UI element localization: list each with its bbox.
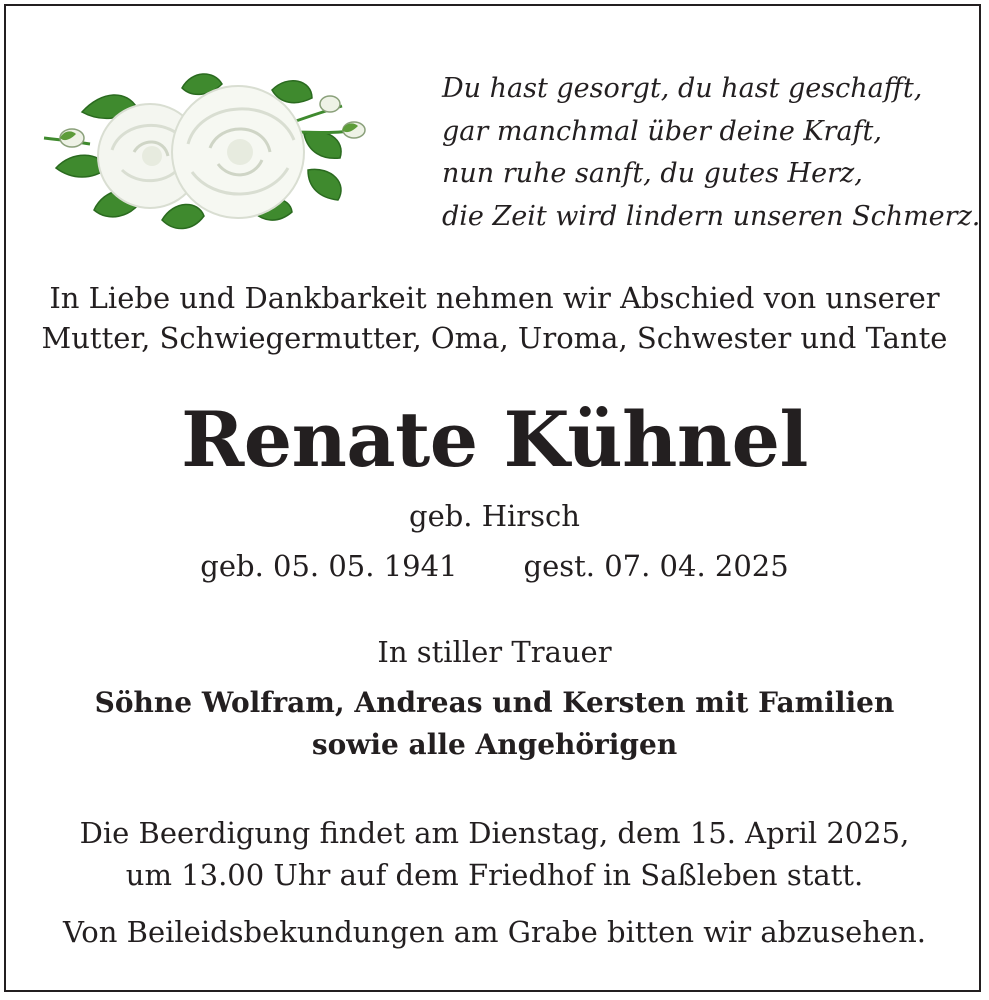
poem bbox=[442, 68, 981, 238]
obituary-frame bbox=[4, 4, 981, 992]
mourners-list bbox=[6, 682, 983, 766]
intro-line: In Liebe und Dankbarkeit nehmen wir Abschied von unserer bbox=[49, 281, 940, 315]
birth-date: geb. 05. 05. 1941 bbox=[200, 549, 458, 583]
mourners-line: sowie alle Angehörigen bbox=[311, 728, 678, 761]
funeral-line: um 13.00 Uhr auf dem Friedhof in Saßleben statt. bbox=[125, 858, 864, 892]
funeral-line: Die Beerdigung findet am Dienstag, dem 15. April 2025, bbox=[79, 816, 910, 850]
white-roses-icon bbox=[42, 60, 372, 240]
deceased-name: Renate Kühnel bbox=[181, 395, 808, 484]
poem-line: Du hast gesorgt, du hast geschafft, bbox=[442, 73, 923, 104]
closing-note: Von Beileidsbekundungen am Grabe bitten wir abzusehen. bbox=[63, 915, 926, 949]
death-date: gest. 07. 04. 2025 bbox=[523, 549, 789, 583]
poem-line: nun ruhe sanft, du gutes Herz, bbox=[442, 158, 863, 189]
funeral-details bbox=[6, 812, 983, 896]
maiden-name: geb. Hirsch bbox=[409, 499, 580, 533]
intro-line: Mutter, Schwiegermutter, Oma, Uroma, Schwester und Tante bbox=[41, 321, 948, 355]
poem-line: gar manchmal über deine Kraft, bbox=[442, 115, 882, 147]
mourners-line: Söhne Wolfram, Andreas und Kersten mit Familien bbox=[94, 686, 895, 719]
mourning-heading: In stiller Trauer bbox=[377, 635, 612, 669]
life-dates bbox=[6, 546, 983, 586]
intro-text bbox=[6, 278, 983, 358]
poem-line: die Zeit wird lindern unseren Schmerz. bbox=[442, 200, 981, 232]
